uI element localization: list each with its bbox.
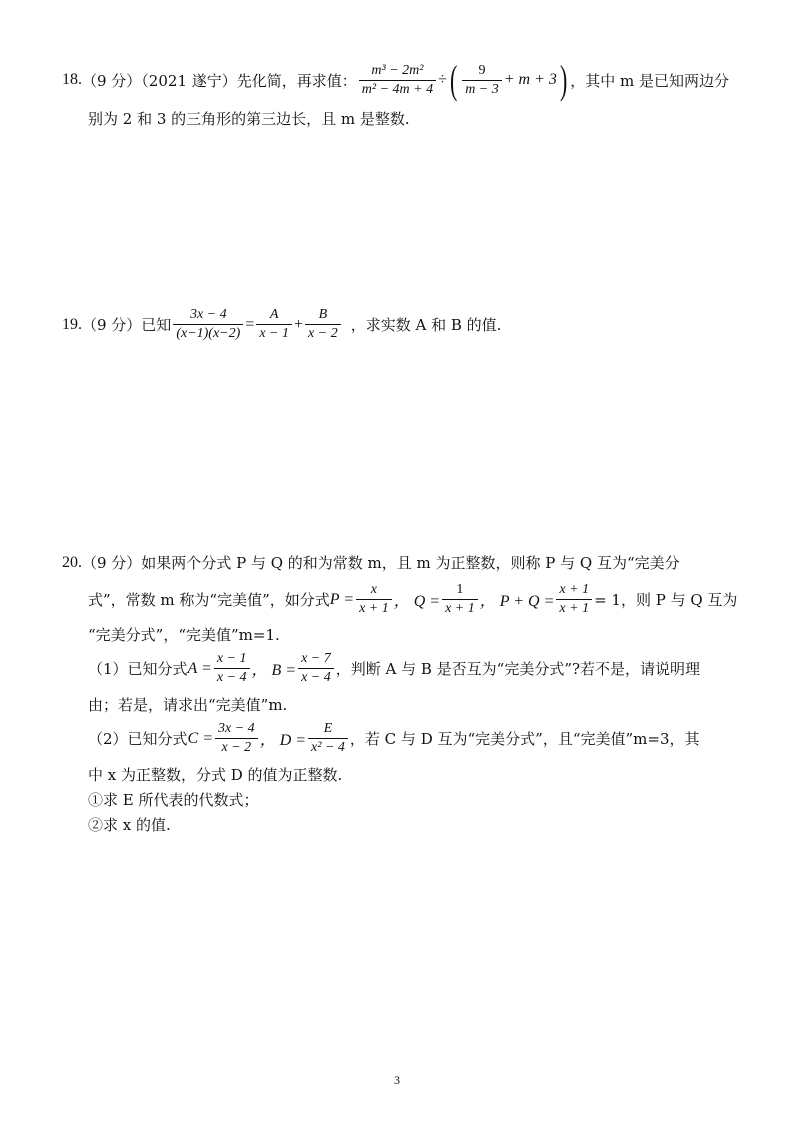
q20-pq-label: ， P + Q =: [479, 593, 555, 610]
q18-fraction-2: [462, 62, 502, 99]
q19-b-denominator: x − 2: [308, 326, 338, 341]
q20-part2-suffix: ，若 C 与 D 互为“完美分式”，且“完美值”m=3，其: [349, 730, 700, 748]
q20-d-label: ， D =: [259, 732, 307, 749]
q20-b-denominator: x − 4: [301, 670, 331, 685]
q18-number: 18.: [62, 71, 82, 88]
q20-p-label: P =: [329, 590, 355, 608]
q20-sub1: ①求 E 所代表的代数式；: [88, 791, 259, 809]
q18-tail-expression: + m + 3: [503, 71, 557, 88]
q19-a-denominator: x − 1: [259, 326, 289, 341]
q20-p-numerator: x: [370, 582, 377, 597]
q20-pq-fraction: [556, 581, 592, 618]
q19-prefix: （9 分）已知: [82, 316, 172, 334]
q20-number: 20.: [62, 553, 82, 571]
q20-a-label: A =: [187, 659, 212, 677]
q20-part2-line1: [88, 720, 700, 757]
q20-d-denominator: x² − 4: [311, 740, 345, 755]
q20-line3: “完美分式”，“完美值”m=1.: [88, 626, 280, 644]
q18-prefix: （9 分）（2021 遂宁）先化简，再求值：: [82, 71, 357, 90]
q19-a-numerator: A: [269, 307, 279, 322]
q20-part1-suffix: ，判断 A 与 B 是否互为“完美分式”?若不是，请说明理: [335, 660, 701, 678]
q20-b-fraction: [298, 650, 334, 687]
q20-sub2: ②求 x 的值.: [88, 816, 171, 834]
q20-pq-numerator: x + 1: [559, 582, 590, 597]
q20-a-denominator: x − 4: [216, 670, 247, 685]
q20-line1: [62, 552, 680, 573]
q20-d-fraction: [308, 720, 348, 757]
q20-q-fraction: [442, 581, 478, 618]
q18-line2: 别为 2 和 3 的三角形的第三边长，且 m 是整数.: [88, 110, 410, 128]
q20-part1-line2: 由；若是，请求出“完美值”m.: [88, 696, 288, 714]
q19-a-fraction: [256, 306, 292, 343]
q20-line1-text: （9 分）如果两个分式 P 与 Q 的和为常数 m，且 m 为正整数，则称 P 与 Q 互为“完美分: [82, 554, 680, 572]
q20-c-fraction: [215, 720, 258, 757]
q20-pq-tail: = 1，则 P 与 Q 互为: [594, 591, 738, 609]
q18-frac2-numerator: 9: [478, 62, 486, 78]
q20-pq-denominator: x + 1: [559, 601, 590, 616]
q19-lhs-fraction: [173, 306, 243, 343]
q20-a-numerator: x − 1: [216, 651, 247, 666]
q19-equals: =: [245, 315, 255, 333]
q19-lhs-numerator: 3x − 4: [189, 307, 227, 322]
q20-b-numerator: x − 7: [301, 651, 331, 666]
q20-part1-prefix: （1）已知分式: [88, 660, 188, 678]
q20-c-denominator: x − 2: [221, 740, 252, 755]
q20-line2: [88, 581, 737, 618]
q20-q-numerator: 1: [456, 582, 464, 597]
q20-line2-prefix: 式”，常数 m 称为“完美值”，如分式: [88, 591, 330, 609]
q18-frac2-denominator: m − 3: [465, 81, 499, 97]
q19-suffix: ，求实数 A 和 B 的值.: [350, 316, 502, 334]
q18-frac1-denominator: m² − 4m + 4: [361, 81, 434, 97]
q20-part1-line1: [88, 650, 700, 687]
q20-b-label: ， B =: [251, 662, 297, 679]
q18-suffix: ，其中 m 是已知两边分: [570, 71, 729, 90]
q20-c-numerator: 3x − 4: [218, 721, 255, 736]
q20-p-fraction: [356, 581, 392, 618]
q19-lhs-denominator: (x−1)(x−2): [176, 326, 241, 341]
q19-number: 19.: [62, 315, 82, 333]
q20-part2-prefix: （2）已知分式: [88, 730, 188, 748]
page-number: 3: [394, 1073, 400, 1087]
q18-frac1-numerator: m³ − 2m²: [371, 62, 424, 78]
q20-q-label: ， Q =: [393, 593, 441, 610]
q19-b-numerator: B: [318, 307, 328, 322]
q19-line: [62, 306, 501, 343]
q20-p-denominator: x + 1: [359, 601, 389, 616]
q20-c-label: C =: [187, 729, 214, 747]
q20-q-denominator: x + 1: [445, 601, 475, 616]
q18-divide-sign: ÷: [438, 71, 447, 88]
q19-plus: +: [294, 315, 304, 333]
q20-d-numerator: E: [323, 721, 333, 736]
q20-a-fraction: [214, 650, 250, 687]
q19-b-fraction: [305, 306, 341, 343]
q18-line1: 18. （9 分）（2021 遂宁）先化简，再求值： $\frac{\text{m³ − 2m²}}{\text{m² − 4m + 4}}$ ÷ ( $\frac{9}{m - 3}$ + m + 3 ) ，其中 m 是已知两边分: [62, 57, 729, 102]
q20-part2-line2: 中 x 为正整数，分式 D 的值为正整数.: [88, 766, 343, 784]
q18-fraction-1: [359, 62, 436, 99]
